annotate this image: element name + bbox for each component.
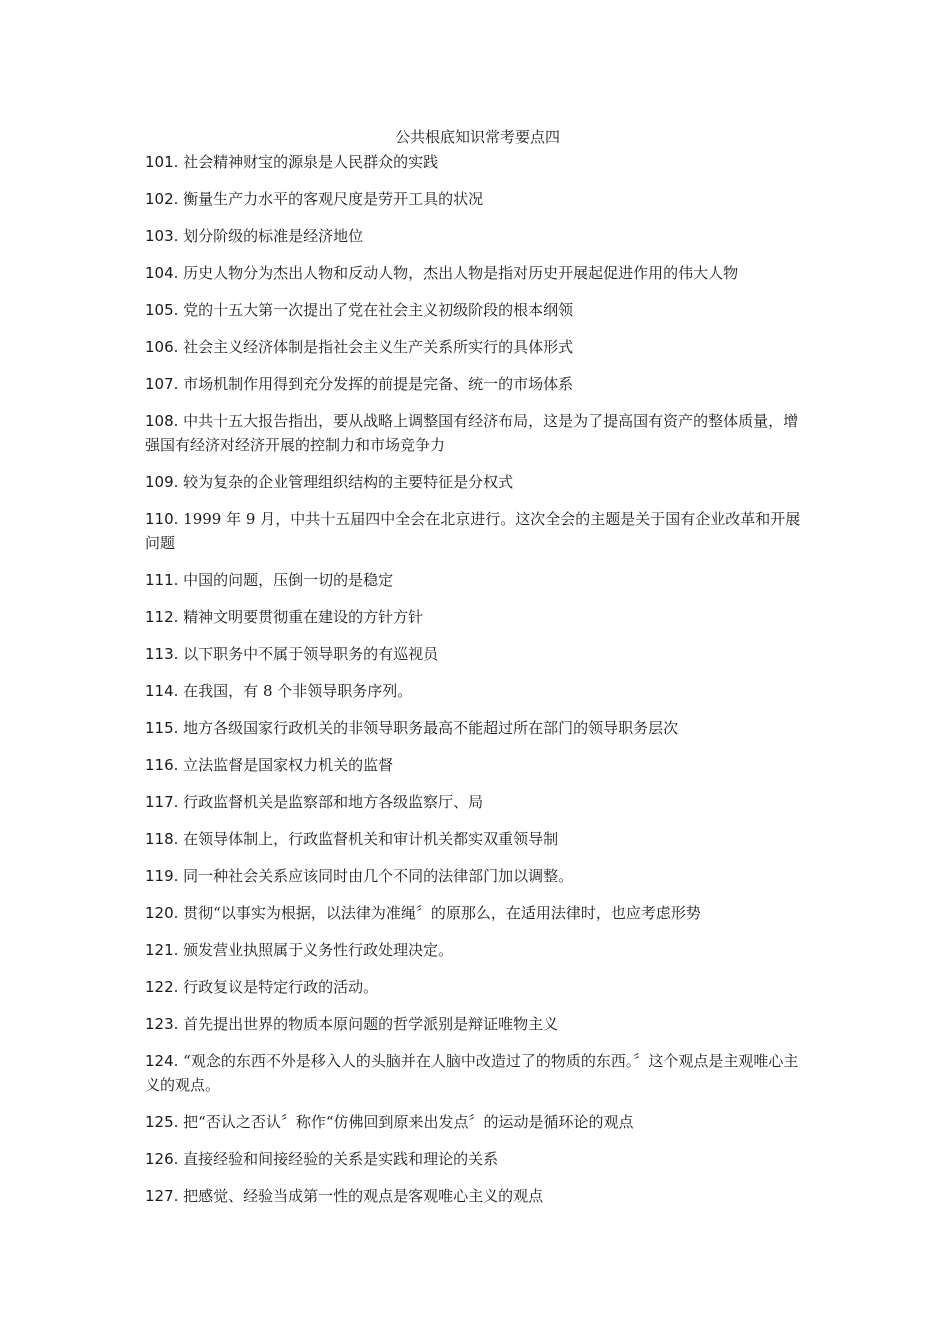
item-text: 衡量生产力水平的客观尺度是劳开工具的状况 [178,190,484,208]
document-title: 公共根底知识常考要点四 [394,128,560,146]
item-text: 中国的问题，压倒一切的是稳定 [178,571,394,589]
item-text: 中共十五大报告指出，要从战略上调整国有经济布局，这是为了提高国有资产的整体质量，增强国有经济对经济开展的控制力和市场竞争力 [145,412,799,454]
list-item [145,679,810,703]
item-number: 121. [145,941,179,959]
item-number: 126. [145,1150,179,1168]
item-text: 同一种社会关系应该同时由几个不同的法律部门加以调整。 [178,867,574,885]
item-number: 102. [145,190,179,208]
item-number: 104. [145,264,179,282]
list-item [145,1184,810,1208]
item-text: 历史人物分为杰出人物和反动人物，杰出人物是指对历史开展起促进作用的伟大人物 [178,264,739,282]
item-text: 在我国，有 8 个非领导职务序列。 [178,682,413,700]
item-text: 把感觉、经验当成第一性的观点是客观唯心主义的观点 [178,1187,544,1205]
item-text: 市场机制作用得到充分发挥的前提是完备、统一的市场体系 [178,375,574,393]
item-text: 以下职务中不属于领导职务的有巡视员 [178,645,439,663]
document-page [145,126,810,1221]
item-number: 125. [145,1113,179,1131]
item-number: 122. [145,978,179,996]
list-item [145,1110,810,1134]
item-text: 行政监督机关是监察部和地方各级监察厅、局 [178,793,484,811]
item-list [145,150,810,1208]
item-number: 108. [145,412,179,430]
item-number: 112. [145,608,179,626]
list-item [145,1049,810,1097]
list-item [145,642,810,666]
item-number: 114. [145,682,179,700]
item-text: 贯彻“以事实为根据，以法律为准绳〞的原那么，在适用法律时，也应考虑形势 [178,904,701,922]
item-text: 1999 年 9 月，中共十五届四中全会在北京进行。这次全会的主题是关于国有企业改革和开展问题 [145,510,801,552]
list-item [145,827,810,851]
item-text: 地方各级国家行政机关的非领导职务最高不能超过所在部门的领导职务层次 [178,719,679,737]
item-text: 党的十五大第一次提出了党在社会主义初级阶段的根本纲领 [178,301,574,319]
item-text: 社会精神财宝的源泉是人民群众的实践 [178,153,439,171]
item-number: 105. [145,301,179,319]
list-item [145,470,810,494]
list-item [145,790,810,814]
item-number: 110. [145,510,179,528]
list-item [145,335,810,359]
item-text: 把“否认之否认〞称作“仿佛回到原来出发点〞的运动是循环论的观点 [178,1113,634,1131]
item-text: 较为复杂的企业管理组织结构的主要特征是分权式 [178,473,514,491]
item-number: 103. [145,227,179,245]
item-number: 113. [145,645,179,663]
item-number: 119. [145,867,179,885]
item-text: 在领导体制上，行政监督机关和审计机关都实双重领导制 [178,830,559,848]
list-item [145,372,810,396]
item-number: 117. [145,793,179,811]
item-text: 立法监督是国家权力机关的监督 [178,756,394,774]
item-number: 124. [145,1052,179,1070]
list-item [145,716,810,740]
list-item [145,864,810,888]
item-number: 109. [145,473,179,491]
item-text: 行政复议是特定行政的活动。 [178,978,379,996]
item-number: 115. [145,719,179,737]
list-item [145,224,810,248]
item-text: 社会主义经济体制是指社会主义生产关系所实行的具体形式 [178,338,574,356]
item-number: 116. [145,756,179,774]
item-number: 111. [145,571,179,589]
item-text: 直接经验和间接经验的关系是实践和理论的关系 [178,1150,499,1168]
list-item [145,938,810,962]
list-item [145,187,810,211]
list-item [145,409,810,457]
item-number: 118. [145,830,179,848]
item-text: 首先提出世界的物质本原问题的哲学派别是辩证唯物主义 [178,1015,559,1033]
list-item [145,975,810,999]
list-item [145,1012,810,1036]
list-item [145,568,810,592]
item-text: “观念的东西不外是移入人的头脑并在人脑中改造过了的物质的东西。〞这个观点是主观唯心主义的观点。 [145,1052,799,1094]
item-number: 106. [145,338,179,356]
list-item [145,901,810,925]
list-item [145,753,810,777]
list-item [145,605,810,629]
item-text: 精神文明要贯彻重在建设的方针方针 [178,608,424,626]
item-text: 划分阶级的标准是经济地位 [178,227,364,245]
item-text: 颁发营业执照属于义务性行政处理决定。 [178,941,454,959]
item-number: 101. [145,153,179,171]
list-item [145,150,810,174]
list-item [145,298,810,322]
item-number: 127. [145,1187,179,1205]
list-item [145,507,810,555]
list-item [145,261,810,285]
list-item [145,1147,810,1171]
item-number: 107. [145,375,179,393]
item-number: 123. [145,1015,179,1033]
item-number: 120. [145,904,179,922]
